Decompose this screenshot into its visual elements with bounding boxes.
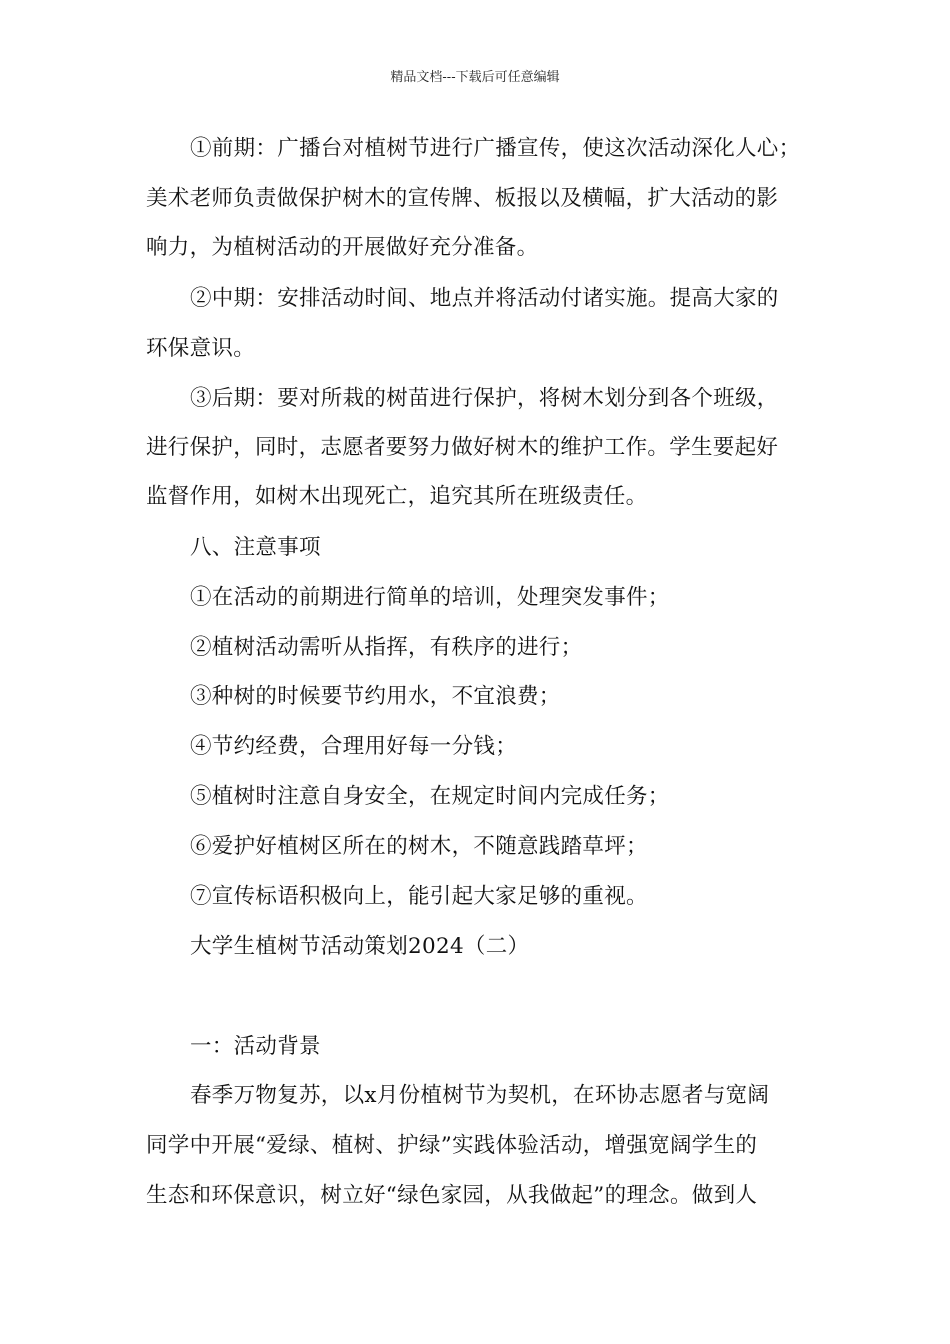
list-item: ⑤植树时注意自身安全，在规定时间内完成任务； <box>190 784 670 809</box>
paragraph-line: 美术老师负责做保护树木的宣传牌、板报以及横幅，扩大活动的影 <box>146 186 779 211</box>
paragraph-line: 同学中开展“爱绿、植树、护绿”实践体验活动，增强宽阔学生的 <box>146 1133 758 1158</box>
paragraph-line: 春季万物复苏，以x月份植树节为契机，在环协志愿者与宽阔 <box>190 1083 770 1108</box>
paragraph-line: 环保意识。 <box>146 336 256 361</box>
section-heading: 一：活动背景 <box>190 1034 321 1059</box>
paragraph-line: 响力，为植树活动的开展做好充分准备。 <box>146 235 539 260</box>
list-item: ⑦宣传标语积极向上，能引起大家足够的重视。 <box>190 884 648 909</box>
paragraph-line: ①前期：广播台对植树节进行广播宣传，使这次活动深化人心； <box>190 136 801 161</box>
paragraph-line: ③后期：要对所栽的树苗进行保护，将树木划分到各个班级， <box>190 386 779 411</box>
document-title: 大学生植树节活动策划2024（二） <box>190 934 530 959</box>
paragraph-line: ②中期：安排活动时间、地点并将活动付诸实施。提高大家的 <box>190 286 779 311</box>
paragraph-line: 进行保护，同时，志愿者要努力做好树木的维护工作。学生要起好 <box>146 435 779 460</box>
list-item: ④节约经费，合理用好每一分钱； <box>190 734 518 759</box>
section-heading: 八、注意事项 <box>190 535 321 560</box>
list-item: ②植树活动需听从指挥，有秩序的进行； <box>190 635 583 660</box>
page-header: 精品文档---下载后可任意编辑 <box>390 70 560 85</box>
paragraph-line: 生态和环保意识，树立好“绿色家园，从我做起”的理念。做到人 <box>146 1183 758 1208</box>
list-item: ①在活动的前期进行简单的培训，处理突发事件； <box>190 585 670 610</box>
list-item: ⑥爱护好植树区所在的树木，不随意践踏草坪； <box>190 834 648 859</box>
paragraph-line: 监督作用，如树木出现死亡，追究其所在班级责任。 <box>146 484 648 509</box>
list-item: ③种树的时候要节约用水，不宜浪费； <box>190 684 561 709</box>
